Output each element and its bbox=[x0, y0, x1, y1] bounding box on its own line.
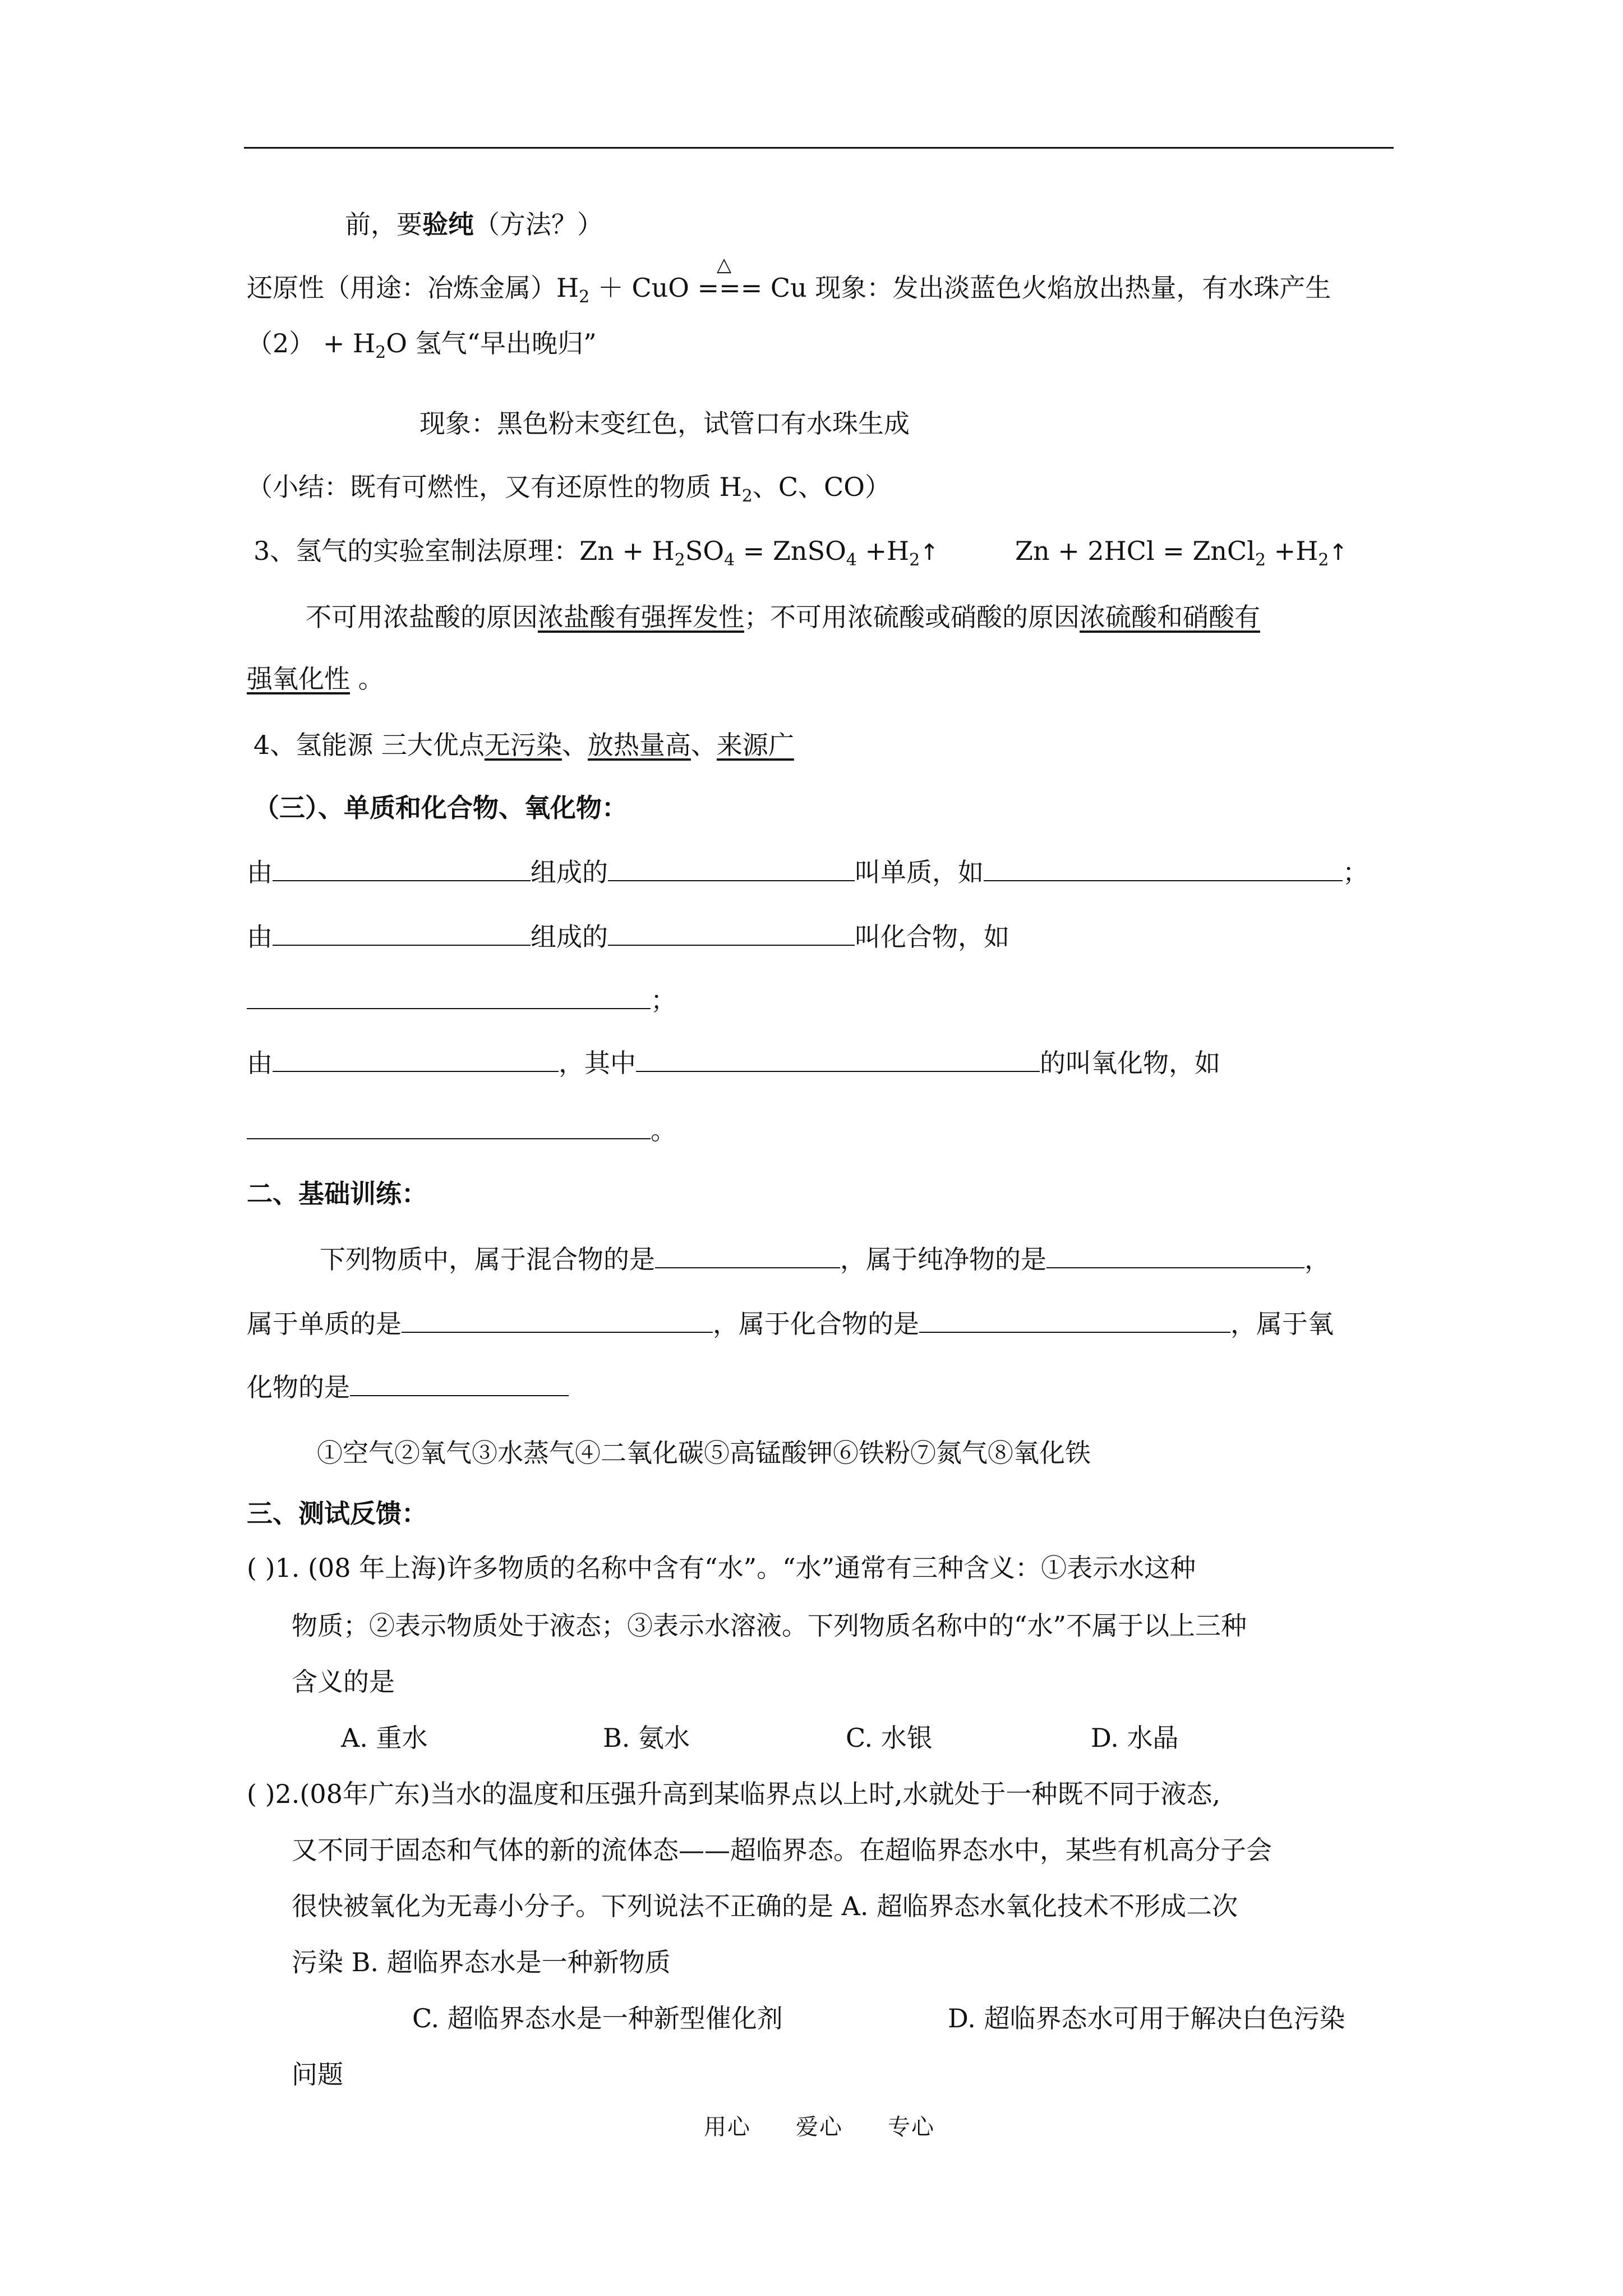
text-fragment: 、C、CO） bbox=[752, 472, 891, 502]
line-h2o-product bbox=[247, 326, 597, 370]
text-fragment: ； bbox=[1343, 857, 1368, 887]
subscript: 2 bbox=[1255, 550, 1266, 570]
line-lab-preparation-hcl bbox=[1015, 534, 1348, 577]
question-2-line-1: ( )2.(08年广东)当水的温度和压强升高到某临界点以上时,水就处于一种既不同于液态, bbox=[247, 1779, 1221, 1809]
fill-in-blank[interactable] bbox=[1046, 1243, 1304, 1268]
line-verify-purity bbox=[345, 208, 603, 241]
subscript: 2 bbox=[579, 287, 590, 307]
text-fragment: SO bbox=[685, 536, 725, 566]
line-hydrogen-energy bbox=[253, 728, 794, 762]
question-1-option-b[interactable]: B. 氨水 bbox=[603, 1723, 690, 1753]
section-heading-basic-training: 二、基础训练： bbox=[247, 1179, 427, 1209]
footer-word: 用心 bbox=[704, 2114, 751, 2140]
text-fragment: ；不可用浓硫酸或硝酸的原因 bbox=[744, 602, 1080, 632]
fill-in-blank[interactable] bbox=[636, 1046, 1040, 1072]
text-fragment: 由 bbox=[247, 1048, 273, 1078]
text-fragment: Zn + 2HCl = ZnCl bbox=[1015, 536, 1255, 566]
page-footer bbox=[704, 2109, 980, 2141]
text-fragment: （2） + H bbox=[247, 328, 376, 358]
question-1-option-d[interactable]: D. 水晶 bbox=[1091, 1723, 1179, 1753]
subscript: 4 bbox=[724, 550, 735, 570]
line-classify-question bbox=[320, 1243, 1330, 1276]
section-heading-substances: （三）、单质和化合物、氧化物： bbox=[253, 793, 628, 823]
gas-arrow-icon: ↑ bbox=[920, 540, 939, 565]
question-1-line-1: ( )1. (08 年上海)许多物质的名称中含有“水”。“水”通常有三种含义：①表示水这种 bbox=[247, 1553, 1196, 1583]
fill-in-blank[interactable] bbox=[273, 1046, 559, 1072]
subscript: 2 bbox=[741, 486, 753, 506]
fill-in-blank[interactable] bbox=[273, 855, 531, 881]
question-2-option-d[interactable]: D. 超临界态水可用于解决白色污染 bbox=[948, 2003, 1345, 2033]
text-fragment: ，其中 bbox=[559, 1048, 636, 1078]
text-fragment: ，属于氧 bbox=[1230, 1309, 1334, 1339]
answer-underlined: 来源广 bbox=[716, 730, 794, 760]
heat-triangle-icon: △ bbox=[717, 254, 732, 276]
footer-word: 爱心 bbox=[796, 2114, 843, 2140]
line-reducing-property bbox=[247, 271, 1331, 314]
subscript: 2 bbox=[674, 550, 685, 570]
section-heading-test-feedback: 三、测试反馈： bbox=[247, 1498, 427, 1529]
text-fragment: === Cu 现象：发出淡蓝色火焰放出热量，有水珠产生 bbox=[697, 273, 1331, 303]
line-substance-list: ①空气②氧气③水蒸气④二氧化碳⑤高锰酸钾⑥铁粉⑦氮气⑧氧化铁 bbox=[317, 1438, 1091, 1468]
question-2-line-6: 问题 bbox=[292, 2059, 343, 2090]
text-fragment: 不可用浓盐酸的原因 bbox=[306, 602, 538, 632]
line-compound-definition bbox=[247, 920, 1009, 954]
text-fragment: 下列物质中，属于混合物的是 bbox=[320, 1244, 655, 1274]
text-fragment: 、 bbox=[561, 730, 588, 760]
text-fragment: ， bbox=[1304, 1244, 1330, 1274]
fill-in-blank[interactable] bbox=[402, 1307, 713, 1333]
text-fragment: 。 bbox=[651, 1115, 676, 1145]
text-fragment: 叫化合物，如 bbox=[855, 922, 1009, 952]
line-element-definition bbox=[247, 855, 1368, 889]
fill-in-blank[interactable] bbox=[655, 1243, 840, 1268]
fill-in-blank[interactable] bbox=[919, 1307, 1230, 1333]
text-fragment: 由 bbox=[247, 857, 273, 887]
text-fragment: 组成的 bbox=[531, 857, 608, 887]
subscript: 2 bbox=[909, 550, 920, 570]
question-1-option-c[interactable]: C. 水银 bbox=[846, 1723, 933, 1753]
text-fragment: 叫单质，如 bbox=[855, 857, 984, 887]
line-oxide-example bbox=[247, 1114, 676, 1147]
text-fragment: +H bbox=[856, 536, 910, 566]
question-1-option-a[interactable]: A. 重水 bbox=[341, 1723, 428, 1753]
text-fragment: 、 bbox=[690, 730, 717, 760]
text-fragment: （方法？） bbox=[474, 209, 603, 240]
fill-in-blank[interactable] bbox=[247, 1114, 651, 1139]
text-fragment: 。 bbox=[350, 664, 384, 694]
header-rule bbox=[244, 147, 1394, 149]
fill-in-blank[interactable] bbox=[247, 983, 651, 1009]
fill-in-blank[interactable] bbox=[608, 920, 855, 946]
text-fragment: 属于单质的是 bbox=[247, 1309, 402, 1339]
gas-arrow-icon: ↑ bbox=[1329, 540, 1348, 565]
text-fragment: ＋ CuO bbox=[589, 273, 698, 303]
subscript: 4 bbox=[846, 550, 857, 570]
question-2-option-c[interactable]: C. 超临界态水是一种新型催化剂 bbox=[412, 2003, 783, 2033]
question-1-line-2: 物质；②表示物质处于液态；③表示水溶液。下列物质名称中的“水”不属于以上三种 bbox=[292, 1611, 1247, 1641]
fill-in-blank[interactable] bbox=[608, 855, 855, 881]
text-fragment: 的叫氧化物，如 bbox=[1040, 1048, 1220, 1078]
fill-in-blank[interactable] bbox=[273, 920, 531, 946]
subscript: 2 bbox=[375, 343, 386, 362]
text-fragment: 4、氢能源 三大优点 bbox=[253, 730, 485, 760]
footer-word: 专心 bbox=[888, 2114, 935, 2140]
text-fragment: 前，要 bbox=[345, 209, 422, 240]
answer-underlined: 放热量高 bbox=[587, 730, 691, 760]
bold-term: 验纯 bbox=[422, 209, 474, 240]
line-acid-reasons-cont bbox=[247, 662, 384, 696]
question-1-line-3: 含义的是 bbox=[292, 1667, 395, 1697]
text-fragment: 组成的 bbox=[531, 922, 608, 952]
subscript: 2 bbox=[1318, 550, 1329, 570]
fill-in-blank[interactable] bbox=[984, 855, 1343, 881]
text-fragment: ，属于化合物的是 bbox=[713, 1309, 919, 1339]
answer-underlined: 浓硫酸和硝酸有 bbox=[1080, 602, 1260, 632]
text-fragment: = ZnSO bbox=[735, 536, 846, 566]
line-acid-reasons bbox=[306, 600, 1260, 634]
answer-underlined: 无污染 bbox=[484, 730, 562, 760]
text-fragment: ，属于纯净物的是 bbox=[840, 1244, 1046, 1274]
line-classify-question-cont bbox=[247, 1307, 1334, 1341]
text-fragment: O 氢气“早出晚归” bbox=[386, 328, 597, 358]
text-fragment: 3、氢气的实验室制法原理：Zn + H bbox=[253, 536, 675, 566]
text-fragment: （小结：既有可燃性，又有还原性的物质 H bbox=[247, 472, 742, 502]
fill-in-blank[interactable] bbox=[350, 1370, 569, 1396]
line-summary bbox=[247, 470, 891, 513]
line-compound-example bbox=[247, 983, 676, 1017]
text-fragment: ； bbox=[651, 985, 676, 1015]
line-observation: 现象：黑色粉末变红色，试管口有水珠生成 bbox=[419, 408, 910, 439]
answer-underlined: 强氧化性 bbox=[247, 664, 350, 694]
text-fragment: 化物的是 bbox=[247, 1372, 350, 1402]
question-2-line-3: 很快被氧化为无毒小分子。下列说法不正确的是 A. 超临界态水氧化技术不形成二次 bbox=[292, 1891, 1238, 1921]
line-oxide-definition bbox=[247, 1046, 1220, 1080]
line-lab-preparation bbox=[253, 534, 939, 577]
text-fragment: +H bbox=[1266, 536, 1318, 566]
text-fragment: 由 bbox=[247, 922, 273, 952]
line-classify-question-end bbox=[247, 1370, 569, 1404]
question-2-line-4: 污染 B. 超临界态水是一种新物质 bbox=[292, 1947, 671, 1977]
text-fragment: 还原性（用途：冶炼金属）H bbox=[247, 273, 579, 303]
answer-underlined: 浓盐酸有强挥发性 bbox=[538, 602, 744, 632]
question-2-line-2: 又不同于固态和气体的新的流体态——超临界态。在超临界态水中，某些有机高分子会 bbox=[292, 1835, 1272, 1865]
